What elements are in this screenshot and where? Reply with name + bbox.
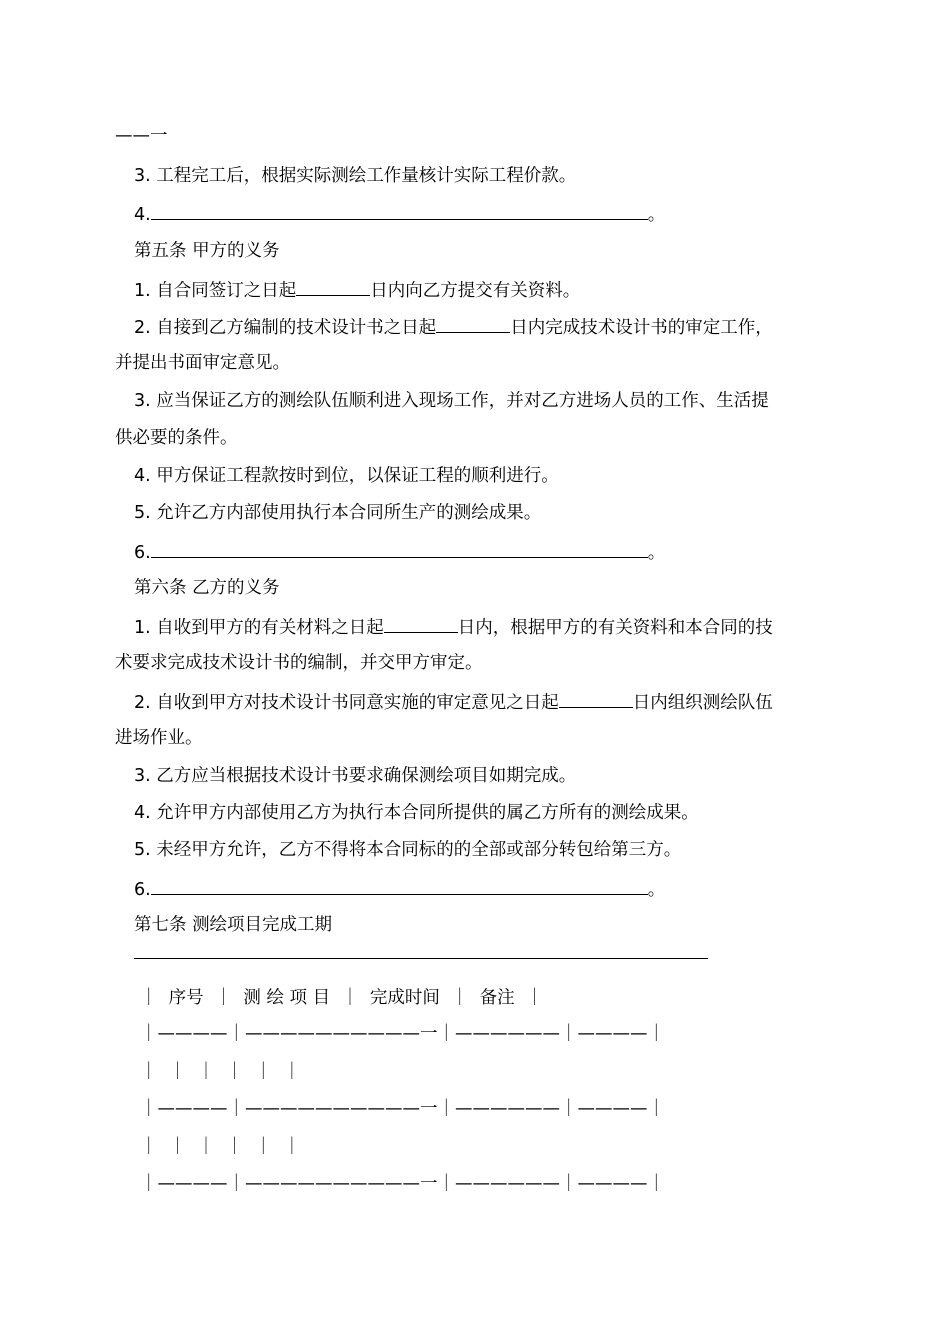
table-separator: ｜————｜——————————一｜——————｜————｜ xyxy=(140,1099,665,1119)
clause-5-item-1 xyxy=(134,277,859,303)
table-row-empty: ｜ ｜ ｜ ｜ ｜ ｜ xyxy=(140,1062,301,1082)
clause-6-item-4: 4. 允许甲方内部使用乙方为执行本合同所提供的属乙方所有的测绘成果。 xyxy=(134,803,699,823)
item-end: 。 xyxy=(647,543,666,563)
fill-blank[interactable] xyxy=(151,876,648,895)
days-blank[interactable] xyxy=(384,614,458,633)
clause-5-item-6 xyxy=(134,539,859,565)
days-blank[interactable] xyxy=(436,314,510,333)
days-blank[interactable] xyxy=(559,689,633,708)
item-text-end: 日内向乙方提交有关资料。 xyxy=(370,281,581,301)
item-text-start: 1. 自合同签订之日起 xyxy=(134,281,297,301)
table-row-empty: ｜ ｜ ｜ ｜ ｜ ｜ xyxy=(140,1137,301,1157)
item-number: 4. xyxy=(134,205,151,225)
fill-blank[interactable] xyxy=(151,539,648,558)
item-text-start: 1. 自收到甲方的有关材料之日起 xyxy=(134,618,384,638)
table-top-rule xyxy=(134,958,708,959)
clause-5-item-4: 4. 甲方保证工程款按时到位，以保证工程的顺利进行。 xyxy=(134,466,559,486)
clause-6-item-1 xyxy=(134,614,859,640)
clause-6-heading: 第六条 乙方的义务 xyxy=(134,578,280,598)
clause-6-item-2-cont: 进场作业。 xyxy=(115,728,203,748)
clause-5-item-5: 5. 允许乙方内部使用执行本合同所生产的测绘成果。 xyxy=(134,503,542,523)
item-number: 6. xyxy=(134,880,151,900)
table-separator: ｜————｜——————————一｜——————｜————｜ xyxy=(140,1024,665,1044)
clause-6-item-5: 5. 未经甲方允许，乙方不得将本合同标的的全部或部分转包给第三方。 xyxy=(134,840,682,860)
item-number: 6. xyxy=(134,543,151,563)
clause-6-item-2 xyxy=(134,689,859,715)
clause-6-item-6 xyxy=(134,876,859,902)
clause-5-item-2 xyxy=(134,314,859,340)
fill-blank[interactable] xyxy=(151,201,648,220)
item-text-end: 日内完成技术设计书的审定工作， xyxy=(510,318,773,338)
days-blank[interactable] xyxy=(296,277,370,296)
item-text-end: 日内组织测绘队伍 xyxy=(632,693,773,713)
clause-5-item-3: 3. 应当保证乙方的测绘队伍顺利进入现场工作，并对乙方进场人员的工作、生活提 xyxy=(134,391,769,411)
schedule-table-header: ｜ 序号 ｜ 测 绘 项 目 ｜ 完成时间 ｜ 备注 ｜ xyxy=(140,988,544,1008)
clause-4-item-3: 3. 工程完工后，根据实际测绘工作量核计实际工程价款。 xyxy=(134,166,577,186)
clause-5-item-3-cont: 供必要的条件。 xyxy=(115,428,238,448)
item-end: 。 xyxy=(647,205,666,225)
item-text-end: 日内，根据甲方的有关资料和本合同的技 xyxy=(457,618,773,638)
clause-4-item-4 xyxy=(134,201,859,227)
item-end: 。 xyxy=(647,880,666,900)
clause-5-item-2-cont: 并提出书面审定意见。 xyxy=(115,353,290,373)
clause-6-item-3: 3. 乙方应当根据技术设计书要求确保测绘项目如期完成。 xyxy=(134,766,577,786)
clause-5-heading: 第五条 甲方的义务 xyxy=(134,241,280,261)
table-separator: ｜————｜——————————一｜——————｜————｜ xyxy=(140,1174,665,1194)
clause-6-item-1-cont: 术要求完成技术设计书的编制，并交甲方审定。 xyxy=(115,653,483,673)
item-text-start: 2. 自收到甲方对技术设计书同意实施的审定意见之日起 xyxy=(134,693,559,713)
clause-7-heading: 第七条 测绘项目完成工期 xyxy=(134,915,333,935)
dash-fragment: ——一 xyxy=(115,126,168,146)
item-text-start: 2. 自接到乙方编制的技术设计书之日起 xyxy=(134,318,437,338)
